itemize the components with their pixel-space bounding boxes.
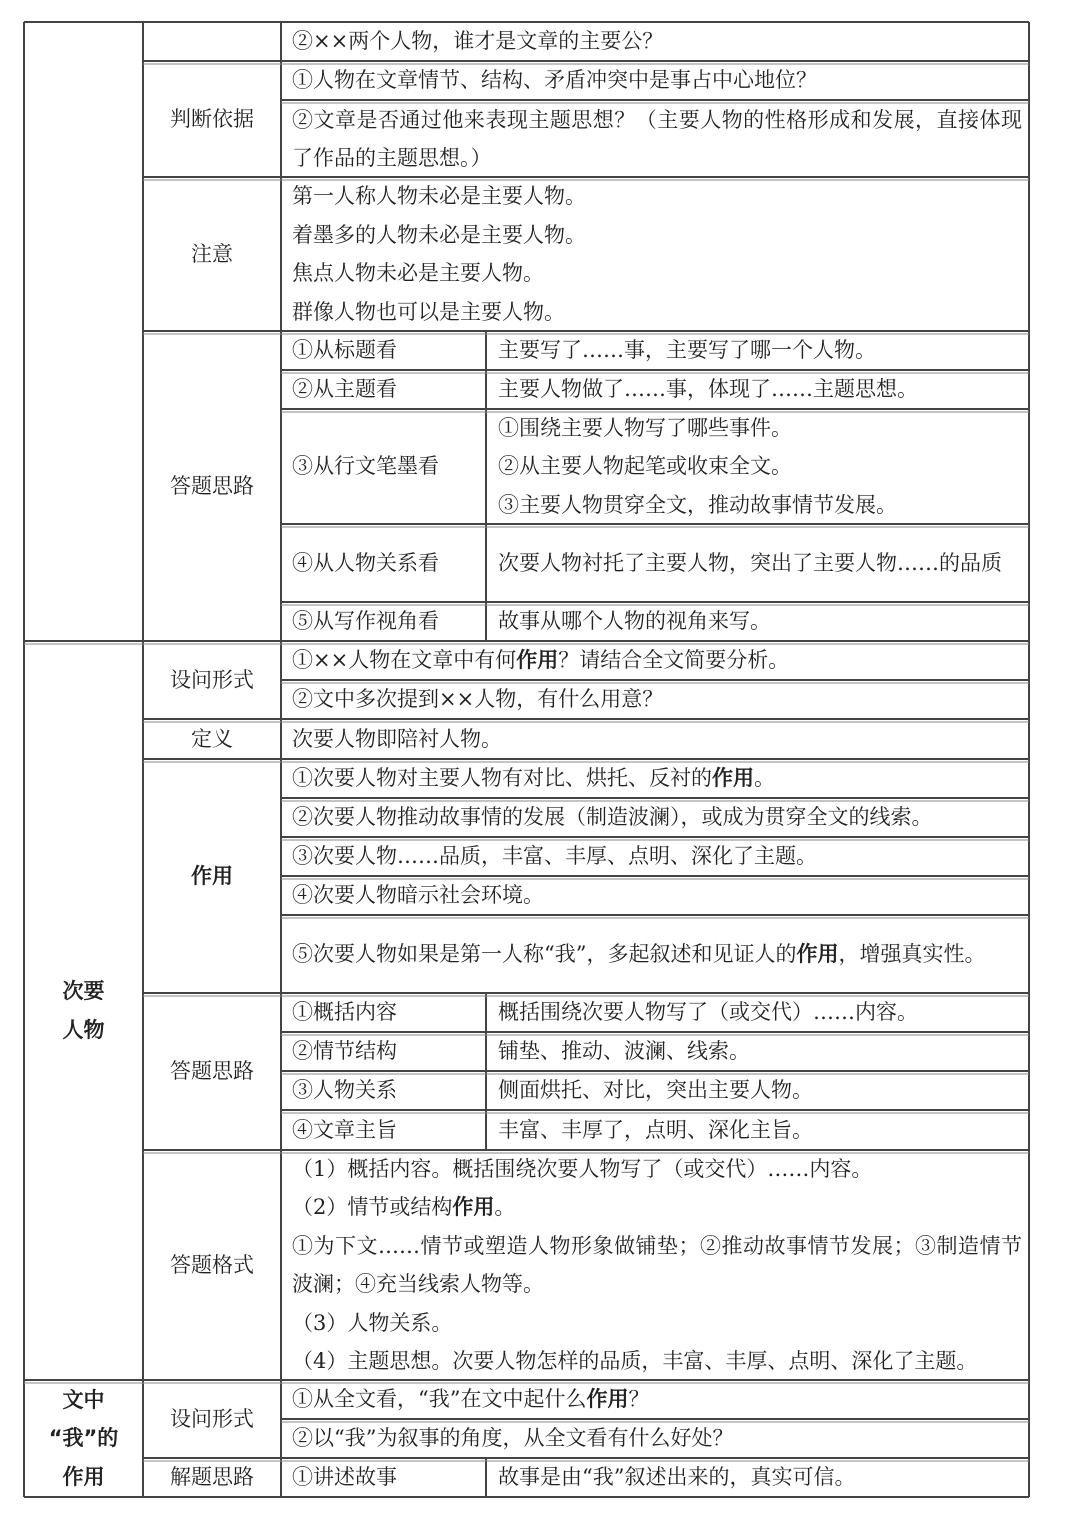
row-note-list: [292, 177, 1024, 331]
idea-value: 概括围绕次要人物写了（或交代）……内容。: [498, 1000, 918, 1025]
row-main-question-2: ②××两个人物，谁才是文章的主要公？: [292, 29, 664, 54]
function-item: ③次要人物……品质，丰富、丰厚、点明、深化了主题。: [292, 844, 817, 869]
idea-key: ③人物关系: [292, 1078, 397, 1103]
function-item: ①次要人物对主要人物有对比、烘托、反衬的作用。: [292, 766, 775, 791]
function-item: ⑤次要人物如果是第一人称“我”，多起叙述和见证人的作用，增强真实性。: [292, 941, 986, 966]
idea-value: 主要人物做了……事，体现了……主题思想。: [498, 377, 918, 402]
note-line: 焦点人物未必是主要人物。: [292, 261, 544, 285]
idea-key: ②情节结构: [292, 1039, 397, 1064]
idea-key: ①概括内容: [292, 1000, 397, 1025]
label-answer-idea-main: 答题思路: [170, 473, 254, 498]
idea-key: ①从标题看: [292, 338, 397, 363]
secondary-definition: 次要人物即陪衬人物。: [292, 726, 502, 751]
idea-value: ①围绕主要人物写了哪些事件。 ②从主要人物起笔或收束全文。 ③主要人物贯穿全文，推动故事情节发展。: [498, 415, 897, 517]
idea-value: 故事从哪个人物的视角来写。: [498, 609, 771, 634]
label-function: 作用: [191, 863, 233, 888]
idea-key: ④从人物关系看: [292, 550, 439, 575]
label-answer-idea-secondary: 答题思路: [170, 1059, 254, 1084]
idea-key: ①讲述故事: [292, 1465, 397, 1490]
idea-value: 次要人物衬托了主要人物，突出了主要人物……的品质: [498, 550, 1002, 575]
note-line: 第一人称人物未必是主要人物。: [292, 184, 586, 208]
label-judge-basis: 判断依据: [170, 106, 254, 131]
function-item: ④次要人物暗示社会环境。: [292, 883, 544, 908]
idea-value: 丰富、丰厚了，点明、深化主旨。: [498, 1117, 813, 1142]
row-judge-2: ②文章是否通过他来表现主题思想？（主要人物的性格形成和发展，直接体现了作品的主题思想。）: [292, 107, 1022, 170]
label-question-form-secondary: 设问形式: [170, 667, 254, 692]
note-line: 着墨多的人物未必是主要人物。: [292, 222, 586, 247]
section-secondary-character: 次要 人物: [62, 979, 105, 1042]
label-solve-idea: 解题思路: [170, 1465, 254, 1490]
idea-key: ④文章主旨: [292, 1117, 397, 1142]
idea-key: ⑤从写作视角看: [292, 609, 439, 634]
note-line: 群像人物也可以是主要人物。: [292, 299, 565, 324]
secondary-question-2: ②文中多次提到××人物，有什么用意？: [292, 687, 664, 712]
idea-value: 主要写了……事，主要写了哪一个人物。: [498, 338, 876, 363]
secondary-question-1: ①××人物在文章中有何作用？请结合全文简要分析。: [292, 648, 790, 673]
row-judge-1: ①人物在文章情节、结构、矛盾冲突中是事占中心地位？: [292, 68, 817, 93]
idea-value: 故事是由“我”叙述出来的，真实可信。: [498, 1465, 856, 1490]
label-note: 注意: [191, 241, 233, 266]
idea-key: ③从行文笔墨看: [292, 454, 439, 479]
idea-key: ②从主题看: [292, 377, 397, 402]
label-definition: 定义: [191, 726, 233, 751]
function-item: ②次要人物推动故事情的发展（制造波澜），或成为贯穿全文的线索。: [292, 805, 933, 830]
me-question-1: ①从全文看，“我”在文中起什么作用？: [292, 1387, 650, 1412]
idea-value: 铺垫、推动、波澜、线索。: [498, 1039, 750, 1064]
section-me-function: 文中 “我”的 作用: [48, 1387, 119, 1489]
me-question-2: ②以“我”为叙事的角度，从全文看有什么好处？: [292, 1426, 734, 1451]
label-answer-format: 答题格式: [170, 1252, 254, 1277]
answer-format-body: （1）概括内容。概括围绕次要人物写了（或交代）……内容。 （2）情节或结构作用。 ①为下文……情节或塑造人物形象做铺垫；②推动故事情节发展；③制造情节波澜；④充当线索人物等。 （3）人物关系。 （4）主题思想。次要人物怎样的品质，丰富、丰厚、点明、深化了主题。: [292, 1156, 1022, 1373]
idea-value: 侧面烘托、对比，突出主要人物。: [498, 1078, 813, 1103]
label-question-form-me: 设问形式: [170, 1406, 254, 1431]
